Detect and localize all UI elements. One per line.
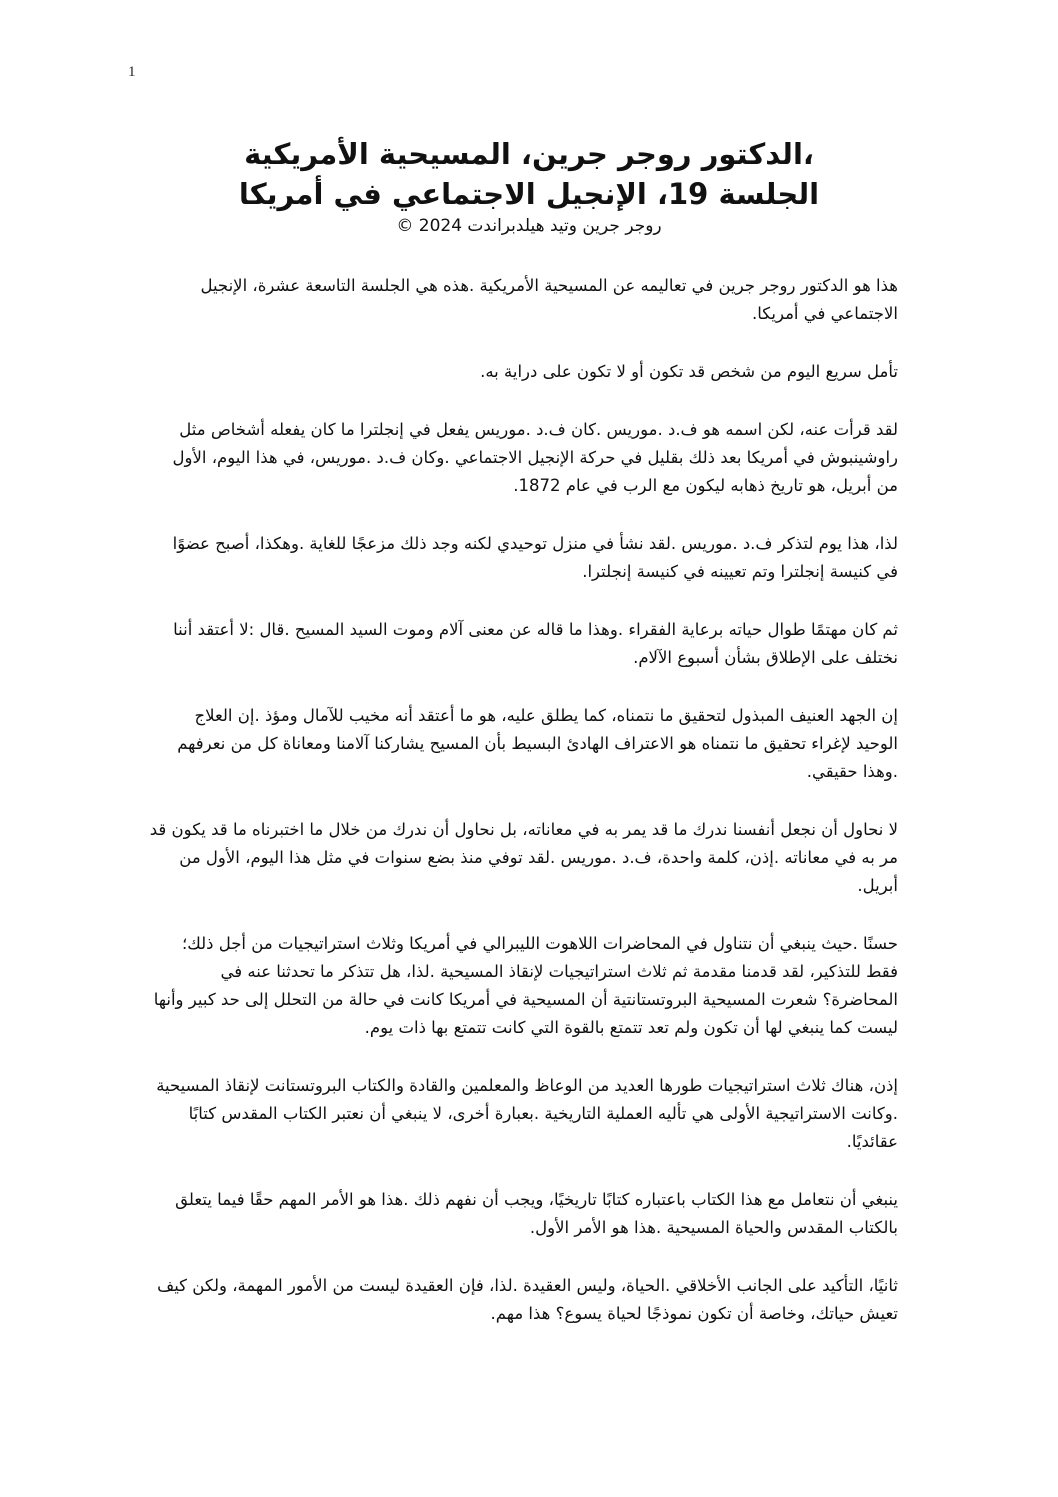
paragraph: لذا، هذا يوم لتذكر ف.د .موريس .لقد نشأ في منزل توحيدي لكنه وجد ذلك مزعجًا للغاية .وهكذا، أصبح عضوًا في كنيسة إنجلترا وتم تعيينه في كنيسة إنجلترا.: [172, 534, 898, 581]
copyright-line: روجر جرين وتيد هيلدبراندت 2024 ©: [396, 216, 662, 236]
paragraph: ثم كان مهتمًا طوال حياته برعاية الفقراء .وهذا ما قاله عن معنى آلام وموت السيد المسيح .قال :لا أعتقد أننا نختلف على الإطلاق بشأن أسبوع الآلام.: [173, 620, 898, 667]
paragraph: لقد قرأت عنه، لكن اسمه هو ف.د .موريس .كان ف.د .موريس يفعل في إنجلترا ما كان يفعله أشخاص مثل راوشينبوش في أمريكا بعد ذلك بقليل في حركة الإنجيل الاجتماعي .وكان ف.د .موريس، في هذا اليوم، الأول من أبريل، هو تاريخ ذهابه ليكون مع الرب في عام 1872.: [172, 420, 898, 495]
paragraph: حسنًا .حيث ينبغي أن نتناول في المحاضرات اللاهوت الليبرالي في أمريكا وثلاث استراتيجيات من أجل ذلك؛ فقط للتذكير، لقد قدمنا مقدمة ثم ثلاث استراتيجيات لإنقاذ المسيحية .لذا، هل تتذكر ما تحدثنا عنه في المحاضرة؟ شعرت المسيحية البروتستانتية أن المسيحية في أمريكا كانت في حالة من التحلل إلى حد كبير وأنها ليست كما ينبغي لها أن تكون ولم تعد تتمتع بالقوة التي كانت تتمتع بها ذات يوم.: [153, 934, 898, 1037]
page-number: 1: [128, 64, 136, 80]
paragraph: إذن، هناك ثلاث استراتيجيات طورها العديد من الوعاظ والمعلمين والقادة والكتاب البروتستانت لإنقاذ المسيحية .وكانت الاستراتيجية الأولى هي تأليه العملية التاريخية .بعبارة أخرى، لا ينبغي أن نعتبر الكتاب المقدس كتابًا عقائديًا.: [156, 1076, 898, 1151]
paragraph: لا نحاول أن نجعل أنفسنا ندرك ما قد يمر به في معاناته، بل نحاول أن ندرك من خلال ما اختبرناه ما قد يكون قد مر به في معاناته .إذن، كلمة واحدة، ف.د .موريس .لقد توفي منذ بضع سنوات في مثل هذا اليوم، الأول من أبريل.: [149, 820, 898, 895]
paragraph: تأمل سريع اليوم من شخص قد تكون أو لا تكون على دراية به.: [480, 362, 898, 381]
paragraph: هذا هو الدكتور روجر جرين في تعاليمه عن المسيحية الأمريكية .هذه هي الجلسة التاسعة عشرة، الإنجيل الاجتماعي في أمريكا.: [200, 276, 898, 323]
document-title-line-1: ،الدكتور روجر جرين، المسيحية الأمريكية: [244, 137, 814, 171]
paragraph: ينبغي أن نتعامل مع هذا الكتاب باعتباره كتابًا تاريخيًا، ويجب أن نفهم ذلك .هذا هو الأمر المهم حقًا فيما يتعلق بالكتاب المقدس والحياة المسيحية .هذا هو الأمر الأول.: [175, 1190, 898, 1237]
document-title-line-2: الجلسة 19، الإنجيل الاجتماعي في أمريكا: [238, 177, 820, 211]
paragraph: ثانيًا، التأكيد على الجانب الأخلاقي .الحياة، وليس العقيدة .لذا، فإن العقيدة ليست من الأمور المهمة، ولكن كيف تعيش حياتك، وخاصة أن تكون نموذجًا لحياة يسوع؟ هذا مهم.: [157, 1276, 898, 1323]
paragraph: إن الجهد العنيف المبذول لتحقيق ما نتمناه، كما يطلق عليه، هو ما أعتقد أنه مخيب للآمال ومؤذ .إن العلاج الوحيد لإغراء تحقيق ما نتمناه هو الاعتراف الهادئ البسيط بأن المسيح يشاركنا آلامنا ومعاناة كل من نعرفهم .وهذا حقيقي.: [177, 706, 898, 781]
document-body: [148, 272, 898, 1358]
document-header: [160, 134, 898, 238]
